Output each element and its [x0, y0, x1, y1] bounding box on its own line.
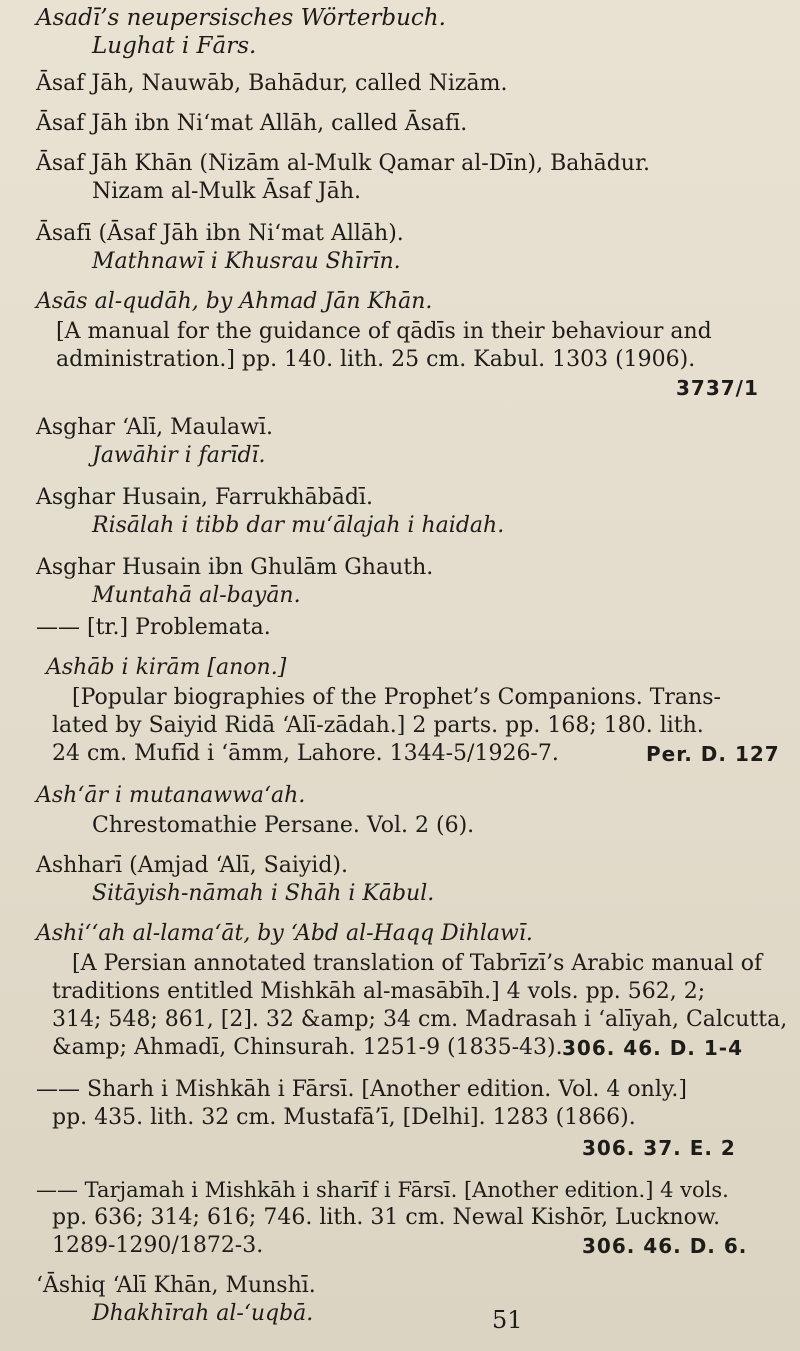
entry-description: [Popular biographies of the Prophet’s Companions. Trans-	[72, 685, 721, 710]
entry-title-line: Sitāyish-nāmah i Shāh i Kābul.	[92, 881, 435, 906]
shelfmark: 3737/1	[676, 376, 759, 400]
entry-title-line: Risālah i tibb dar mu‘ālajah i haidah.	[92, 513, 505, 538]
shelfmark: 306. 46. D. 1-4	[562, 1036, 743, 1060]
entry-description: [A Persian annotated translation of Tabrīzī’s Arabic manual of	[72, 951, 763, 976]
entry-subline: Nizam al-Mulk Āsaf Jāh.	[92, 179, 362, 204]
entry-title-line: Jawāhir i farīdī.	[92, 443, 266, 468]
entry-imprint: 24 cm. Mufīd i ‘āmm, Lahore. 1344-5/1926-7.	[52, 741, 559, 766]
entry-heading-asghar-husain-ibn-ghulam: Asghar Husain ibn Ghulām Ghauth.	[36, 555, 434, 580]
entry-heading-asas-al-qudah: Asās al-qudāh, by Ahmad Jān Khān.	[36, 289, 433, 314]
entry-heading-ashiah-al-lamaat: Ashi‘‘ah al-lama‘āt, by ‘Abd al-Haqq Dihlawī.	[36, 921, 533, 946]
entry-subentry: —— Sharh i Mishkāh i Fārsī. [Another edition. Vol. 4 only.]	[36, 1077, 687, 1102]
entry-heading-asaf-jah-khan: Āsaf Jāh Khān (Nizām al-Mulk Qamar al-Dīn), Bahādur.	[36, 151, 651, 176]
entry-heading-ashab-i-kiram: Ashāb i kirām [anon.]	[46, 655, 287, 680]
entry-subentry: —— Tarjamah i Mishkāh i sharīf i Fārsī. [Another edition.] 4 vols.	[36, 1178, 729, 1202]
page-number: 51	[492, 1306, 523, 1334]
entry-heading-asafi: Āsafī (Āsaf Jāh ibn Ni‘mat Allāh).	[36, 221, 404, 246]
entry-description: lated by Saiyid Ridā ‘Alī-zādah.] 2 parts. pp. 168; 180. lith.	[52, 713, 704, 738]
entry-description: [A manual for the guidance of qādīs in their behaviour and	[56, 319, 712, 344]
shelfmark: 306. 46. D. 6.	[582, 1234, 748, 1258]
entry-heading-ashiq-ali-khan: ‘Āshiq ‘Alī Khān, Munshī.	[36, 1273, 316, 1298]
entry-description: pp. 636; 314; 616; 746. lith. 31 cm. Newal Kishōr, Lucknow.	[52, 1205, 721, 1230]
entry-title-line: Dhakhīrah al-‘uqbā.	[92, 1301, 314, 1326]
header-subtitle: Lughat i Fārs.	[92, 33, 257, 59]
entry-heading-asghar-ali: Asghar ‘Alī, Maulawī.	[36, 415, 273, 440]
entry-subentry: —— [tr.] Problemata.	[36, 615, 271, 640]
entry-description: traditions entitled Mishkāh al-masābīh.] 4 vols. pp. 562, 2;	[52, 979, 706, 1004]
header-title: Asadī’s neupersisches Wörterbuch.	[36, 5, 446, 31]
entry-heading-ashar-i-mutanawwaah: Ash‘ār i mutanawwa‘ah.	[36, 783, 306, 808]
entry-heading-asaf-jah-ibn-nimat: Āsaf Jāh ibn Ni‘mat Allāh, called Āsafī.	[36, 111, 468, 136]
entry-description: 314; 548; 861, [2]. 32 &amp; 34 cm. Madrasah i ‘alīyah, Calcutta,	[52, 1007, 788, 1032]
entry-heading-asaf-jah: Āsaf Jāh, Nauwāb, Bahādur, called Nizām.	[36, 71, 508, 96]
entry-imprint: &amp; Ahmadī, Chinsurah. 1251-9 (1835-43).	[52, 1035, 563, 1060]
entry-imprint: 1289-1290/1872-3.	[52, 1233, 264, 1258]
entry-imprint: pp. 435. lith. 32 cm. Mustafā’ī, [Delhi]. 1283 (1866).	[52, 1105, 636, 1130]
shelfmark: Per. D. 127	[646, 742, 780, 766]
entry-heading-ashhari: Ashharī (Amjad ‘Alī, Saiyid).	[36, 853, 348, 878]
entry-title-line: Mathnawī i Khusrau Shīrīn.	[92, 249, 401, 274]
entry-title-line: Muntahā al-bayān.	[92, 583, 301, 608]
entry-imprint: administration.] pp. 140. lith. 25 cm. Kabul. 1303 (1906).	[56, 347, 696, 372]
entry-subline: Chrestomathie Persane. Vol. 2 (6).	[92, 813, 475, 838]
entry-heading-asghar-husain: Asghar Husain, Farrukhābādī.	[36, 485, 374, 510]
shelfmark: 306. 37. E. 2	[582, 1136, 736, 1160]
